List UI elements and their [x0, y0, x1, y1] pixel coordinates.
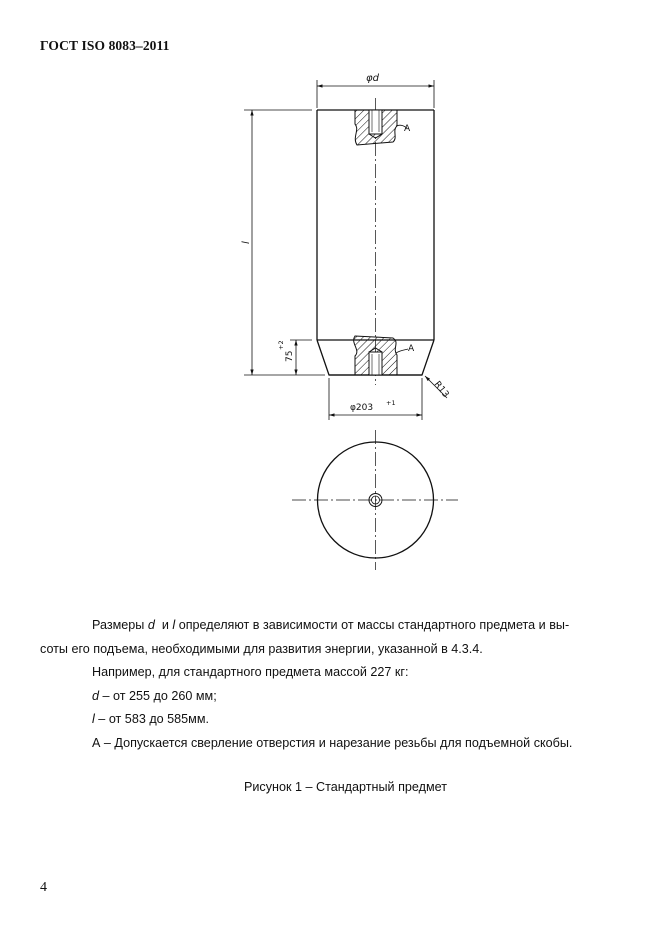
paragraph-sizes-cont: соты его подъема, необходимыми для развития энергии, указанной в 4.3.4. [40, 642, 483, 656]
top-diameter-label: φd [366, 73, 379, 84]
base-diameter-label: φ203 [350, 403, 374, 413]
bottom-detail-label: A [408, 344, 415, 354]
bottom-height-label: 75 [285, 350, 295, 362]
paragraph-example: Например, для стандартного предмета массой 227 кг: [92, 665, 409, 679]
height-label: l [241, 241, 252, 244]
plan-view [292, 430, 458, 570]
page-number: 4 [40, 880, 47, 895]
figure-caption: Рисунок 1 – Стандартный предмет [244, 780, 447, 794]
paragraph-l-range: l – от 583 до 585мм. [92, 712, 209, 726]
bottom-height-tolerance: +2 [277, 340, 285, 350]
paragraph-note-a: А – Допускается сверление отверстия и нарезание резьбы для подъемной скобы. [92, 736, 573, 750]
base-diameter-tolerance: +1 [386, 399, 396, 407]
document-header: ГОСТ ISO 8083–2011 [40, 38, 170, 53]
top-detail-label: A [404, 124, 411, 134]
paragraph-sizes: Размеры d и l определяют в зависимости от массы стандартного предмета и вы- [92, 618, 570, 632]
top-detail-section [355, 110, 407, 145]
paragraph-d-range: d – от 255 до 260 мм; [92, 689, 217, 703]
radius-label: R13 [431, 379, 451, 400]
height-dimension [244, 110, 325, 375]
bottom-detail-section [354, 336, 408, 375]
